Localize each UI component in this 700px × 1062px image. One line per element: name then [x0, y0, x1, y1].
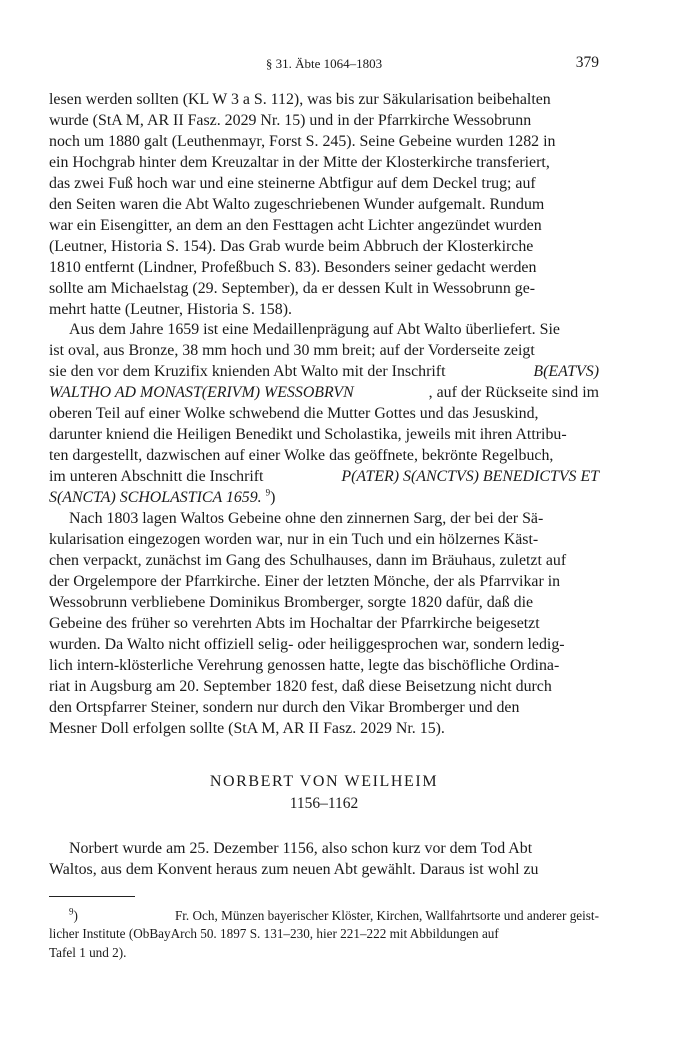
text-line: sollte am Michaelstag (29. September), da er dessen Kult in Wessobrunn ge- [49, 279, 536, 297]
text-line: wurde (StA M, AR II Fasz. 2029 Nr. 15) und in der Pfarrkirche Wessobrunn [49, 111, 532, 129]
text-line: (Leutner, Historia S. 154). Das Grab wurde beim Abbruch der Klosterkirche [49, 237, 534, 255]
footnote-line: Tafel 1 und 2). [49, 944, 127, 960]
footnote-line [49, 907, 599, 925]
footnote-rule [49, 896, 135, 897]
text-line: ein Hochgrab hinter dem Kreuzaltar in der Mitte der Klosterkirche transferiert, [49, 153, 550, 171]
text-line: 1810 entfernt (Lindner, Profeßbuch S. 83). Besonders seiner gedacht werden [49, 258, 537, 276]
text-line: oberen Teil auf einer Wolke schwebend die Mutter Gottes und das Jesuskind, [49, 405, 539, 423]
text-line: Norbert wurde am 25. Dezember 1156, also schon kurz vor dem Tod Abt [69, 840, 533, 857]
main-text [49, 90, 599, 740]
section-heading: NORBERT VON WEILHEIM [209, 773, 439, 790]
text-line: den Seiten waren die Abt Walto zugeschriebenen Wunder aufgemalt. Rundum [49, 195, 545, 213]
running-header [49, 54, 599, 74]
text-line: lich intern-klösterliche Verehrung genossen hatte, legte das bischöfliche Ordina- [49, 656, 560, 674]
text-line: Wessobrunn verbliebene Dominikus Bromberger, sorgte 1820 dafür, daß die [49, 593, 534, 611]
text-line: darunter kniend die Heiligen Benedikt und Scholastika, jeweils mit ihren Attribu- [49, 426, 567, 444]
footnote-marker: 9 [265, 487, 271, 498]
text-line: ten dargestellt, dazwischen auf einer Wolke das geöffnete, bekrönte Regelbuch, [49, 447, 554, 465]
inscription-text: WALTHO AD MONAST(ERIVM) WESSOBRVN [49, 384, 354, 402]
text-line: lesen werden sollten (KL W 3 a S. 112), was bis zur Säkularisation beibehalten [49, 91, 551, 108]
text-line [49, 383, 599, 404]
text-line: Aus dem Jahre 1659 ist eine Medaillenprägung auf Abt Walto überliefert. Sie [69, 321, 560, 339]
text-segment: im unteren Abschnitt die Inschrift [49, 468, 264, 486]
footnote-text: Fr. Och, Münzen bayerischer Klöster, Kirchen, Wallfahrtsorte und anderer geist- [174, 908, 599, 923]
text-line [49, 467, 599, 488]
running-head: § 31. Äbte 1064–1803 [265, 56, 383, 71]
text-line: chen verpackt, zunächst im Gang des Schulhauses, dann im Bräuhaus, zuletzt auf [49, 551, 567, 569]
text-line [49, 488, 599, 509]
text-line: das zwei Fuß hoch war und eine steinerne Abtfigur auf dem Deckel trug; auf [49, 174, 536, 192]
footnote-line: licher Institute (ObBayArch 50. 1897 S. 131–230, hier 221–222 mit Abbildungen auf [49, 926, 499, 942]
text-line: war ein Eisengitter, an dem an den Festtagen acht Lichter angezündet wurden [49, 216, 542, 234]
text-segment: sie den vor dem Kruzifix knienden Abt Walto mit der Inschrift [49, 363, 446, 381]
inscription-text: S(ANCTA) SCHOLASTICA 1659. [49, 489, 262, 507]
text-line: Mesner Doll erfolgen sollte (StA M, AR II Fasz. 2029 Nr. 15). [49, 719, 445, 737]
text-line: riat in Augsburg am 20. September 1820 fest, daß diese Beisetzung nicht durch [49, 677, 552, 695]
text-line: den Ortspfarrer Steiner, sondern nur durch den Vikar Bromberger und den [49, 698, 520, 716]
footnote-reference [266, 488, 280, 509]
text-line: Nach 1803 lagen Waltos Gebeine ohne den zinnernen Sarg, der bei der Sä- [69, 510, 544, 528]
text-line: der Orgelempore der Pfarrkirche. Einer der letzten Mönche, der als Pfarrvikar in [49, 572, 561, 590]
inscription-text: B(EATVS) [533, 363, 599, 381]
text-line: wurden. Da Walto nicht offiziell selig- oder heiliggesprochen war, sondern ledig- [49, 635, 565, 653]
section-text [49, 839, 599, 881]
text-line: ist oval, aus Bronze, 38 mm hoch und 30 mm breit; auf der Vorderseite zeigt [49, 342, 535, 360]
section-dates: 1156–1162 [289, 795, 359, 812]
footnote-label [69, 907, 78, 925]
text-line: Gebeine des früher so verehrten Abts im Hochaltar der Pfarrkirche beigesetzt [49, 614, 540, 632]
footnote [49, 907, 599, 962]
page-number: 379 [575, 54, 599, 71]
text-line: noch um 1880 galt (Leuthenmayr, Forst S. 245). Seine Gebeine wurden 1282 in [49, 132, 556, 150]
text-segment: , auf der Rückseite sind im [428, 384, 599, 402]
inscription-text: P(ATER) S(ANCTVS) BENEDICTVS ET [341, 468, 599, 486]
footnote-paren: ) [270, 489, 276, 507]
text-line: kularisation eingezogen worden war, nur in ein Tuch und ein hölzernes Käst- [49, 531, 539, 549]
footnote-paren: ) [73, 908, 78, 923]
text-line: mehrt hatte (Leutner, Historia S. 158). [49, 300, 292, 318]
text-line: Waltos, aus dem Konvent heraus zum neuen Abt gewählt. Daraus ist wohl zu [49, 860, 539, 878]
text-line [49, 362, 599, 383]
footnote-number: 9 [69, 906, 74, 917]
